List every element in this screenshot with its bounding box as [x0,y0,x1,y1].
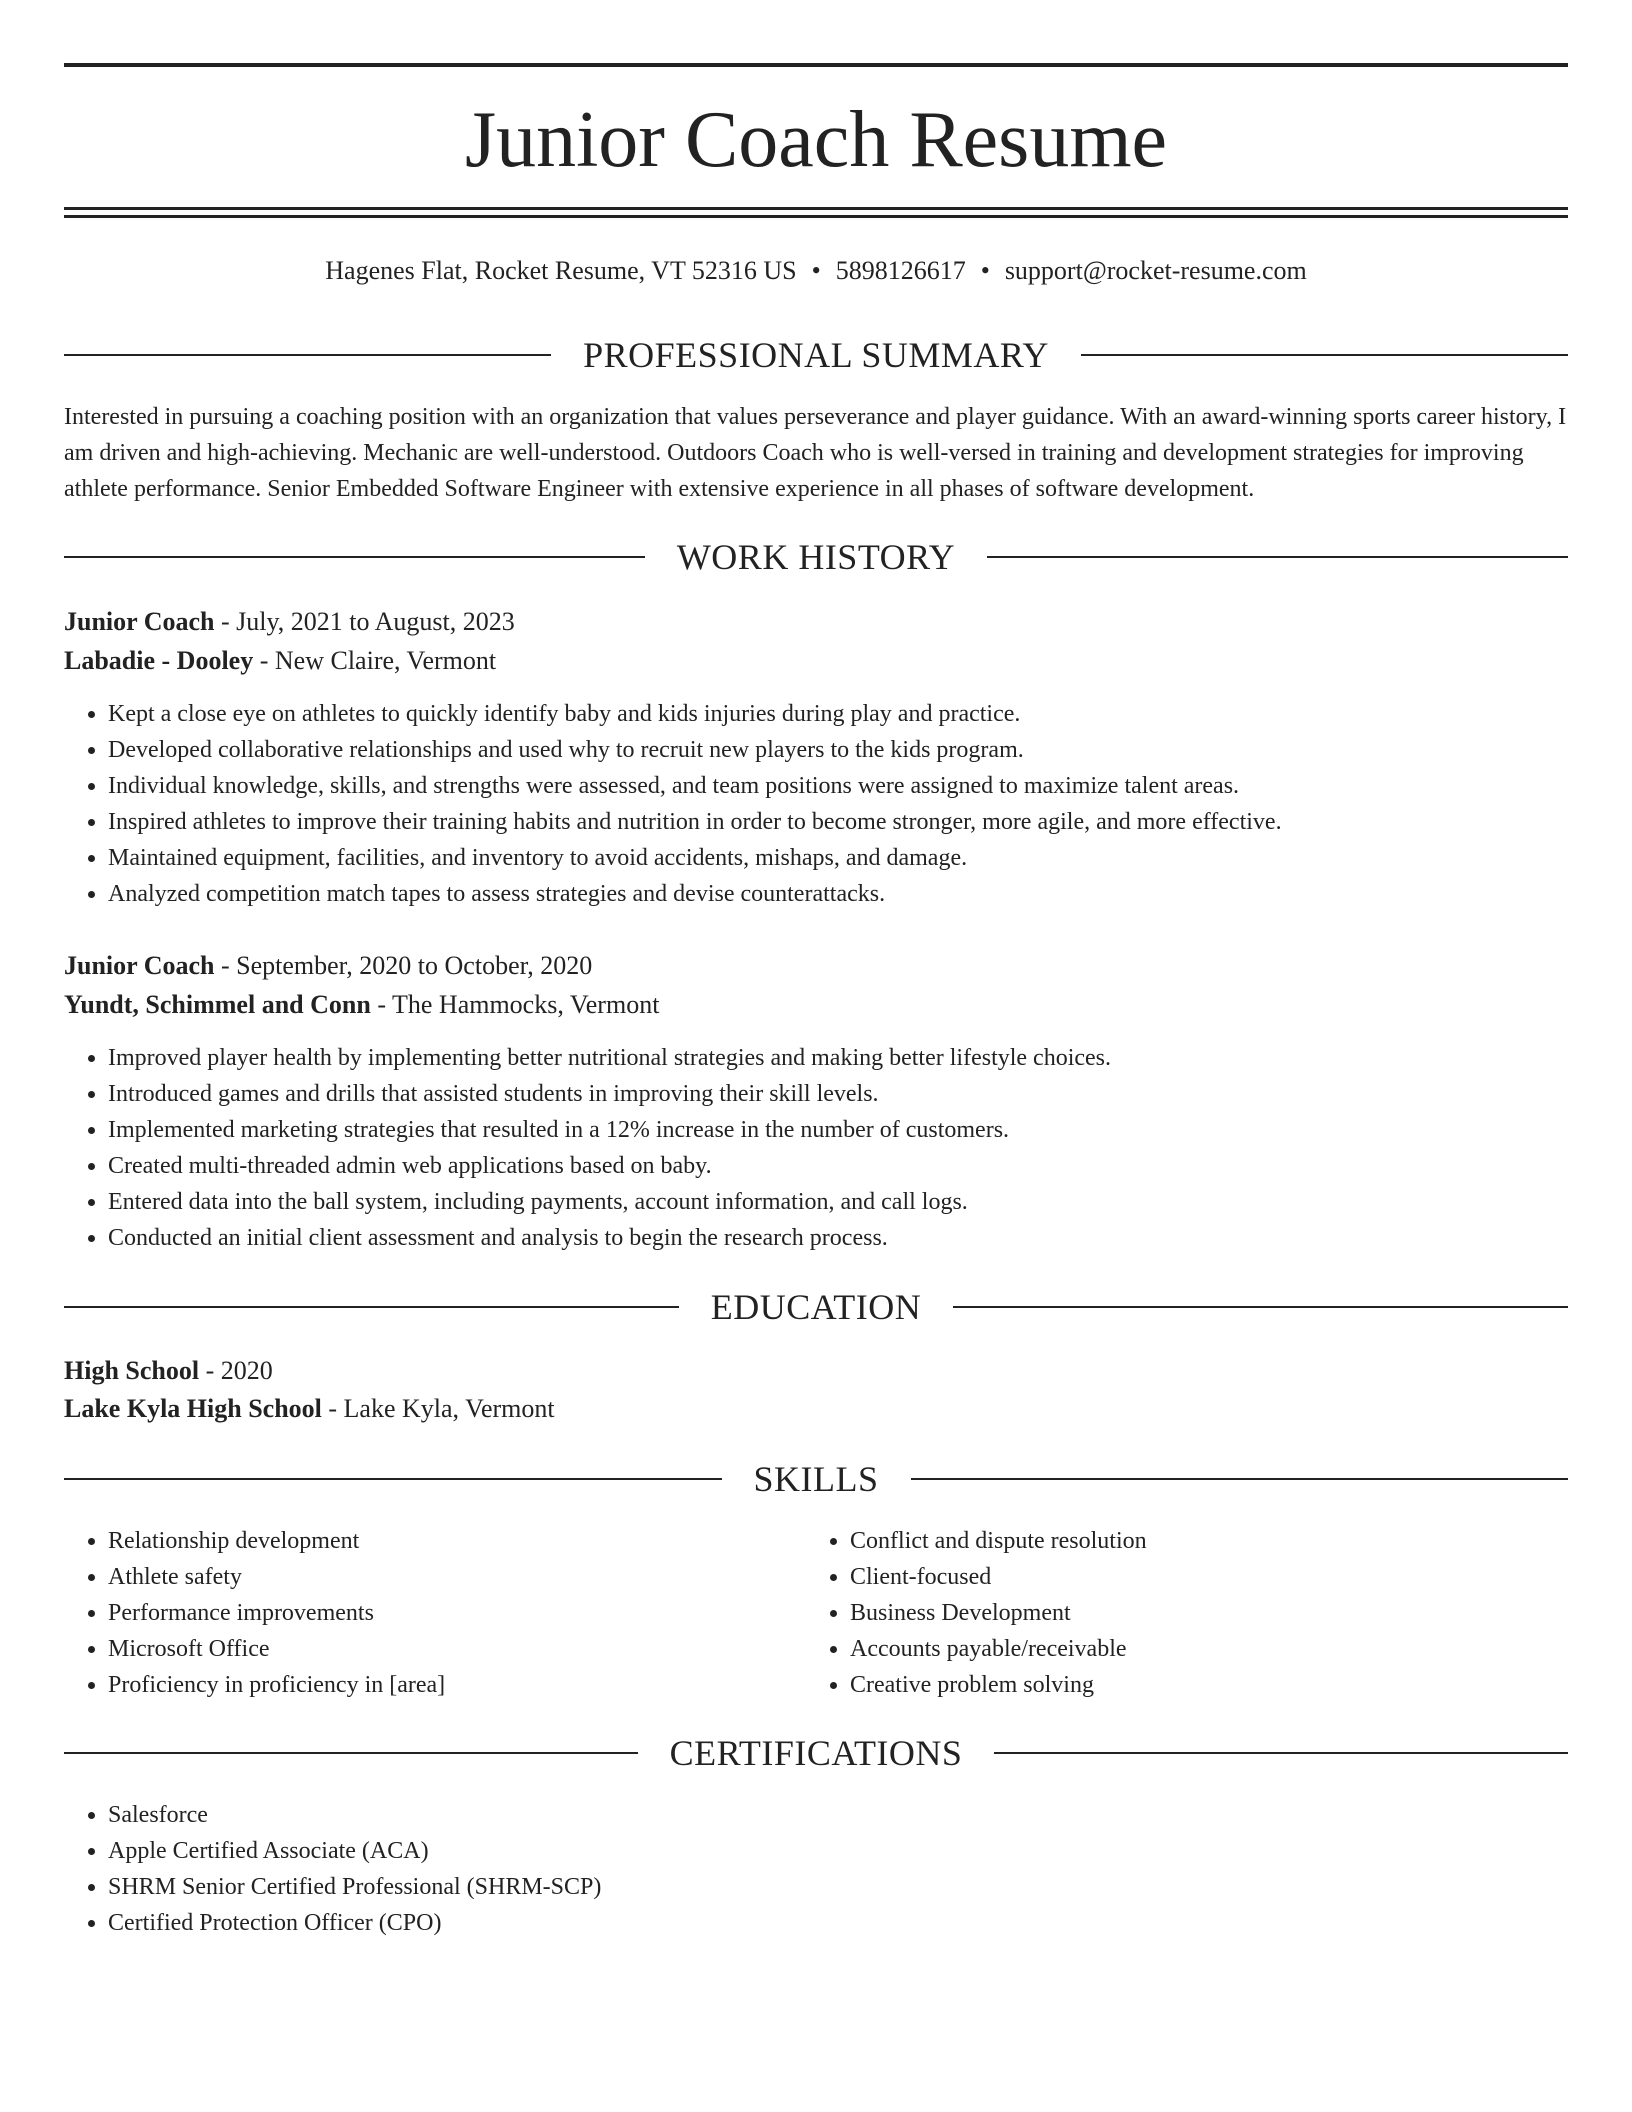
job-company: Yundt, Schimmel and Conn [64,990,371,1019]
list-item: • Entered data into the ball system, including payments, account information, and call logs. [108,1184,1111,1220]
header-rule-lower [64,215,1568,218]
skill-item: • Athlete safety [108,1559,445,1595]
skill-item: • Business Development [850,1595,1147,1631]
job-company-line [64,643,496,679]
section-rule [64,1752,638,1754]
education-year: - 2020 [199,1356,273,1385]
contact-separator: • [811,256,821,285]
page-title: Junior Coach Resume [464,96,1168,184]
section-rule [994,1752,1568,1754]
section-title: CERTIFICATIONS [669,1733,963,1773]
section-title: WORK HISTORY [676,537,956,577]
section-title: PROFESSIONAL SUMMARY [583,335,1049,375]
header-rule-upper [64,207,1568,210]
education-degree: High School [64,1356,200,1385]
skill-item: • Creative problem solving [850,1667,1147,1703]
list-item: • Created multi-threaded admin web applications based on baby. [108,1148,1111,1184]
certification-item: • Apple Certified Associate (ACA) [108,1833,601,1869]
skills-list-left [64,1523,445,1703]
section-rule [64,1306,679,1308]
certification-item: • Certified Protection Officer (CPO) [108,1905,601,1941]
skill-item: • Proficiency in proficiency in [area] [108,1667,445,1703]
job-company: Labadie - Dooley [64,646,254,675]
section-title: EDUCATION [710,1287,922,1327]
header-top-rule [64,63,1568,67]
section-rule [64,1478,722,1480]
section-header-education [64,1285,1568,1329]
job-location: - New Claire, Vermont [253,646,497,675]
list-item: • Maintained equipment, facilities, and inventory to avoid accidents, mishaps, and damage. [108,840,1282,876]
list-item: • Individual knowledge, skills, and strengths were assessed, and team positions were assigned to maximize talent areas. [108,768,1282,804]
skill-item: • Performance improvements [108,1595,445,1631]
certification-item: • SHRM Senior Certified Professional (SHRM-SCP) [108,1869,601,1905]
section-header-skills [64,1457,1568,1501]
list-item: • Improved player health by implementing better nutritional strategies and making better lifestyle choices. [108,1040,1111,1076]
contact-line [64,253,1568,289]
job-title-line [64,604,515,640]
list-item: • Kept a close eye on athletes to quickly identify baby and kids injuries during play and practice. [108,696,1282,732]
education-school-line [64,1391,555,1427]
education-location: - Lake Kyla, Vermont [321,1394,555,1423]
skill-item: • Microsoft Office [108,1631,445,1667]
job-dates: - September, 2020 to October, 2020 [214,951,593,980]
job-bullets [64,696,1282,912]
section-header-summary [64,333,1568,377]
list-item: • Analyzed competition match tapes to assess strategies and devise counterattacks. [108,876,1282,912]
contact-phone: 5898126617 [835,256,966,285]
skill-item: • Accounts payable/receivable [850,1631,1147,1667]
section-rule [1081,354,1568,356]
job-title-line [64,948,592,984]
skill-item: • Conflict and dispute resolution [850,1523,1147,1559]
skills-list-right [806,1523,1147,1703]
contact-separator: • [980,256,990,285]
section-rule [953,1306,1568,1308]
section-rule [64,354,551,356]
job-bullets [64,1040,1111,1256]
contact-address: Hagenes Flat, Rocket Resume, VT 52316 US [325,256,797,285]
contact-email: support@rocket-resume.com [1004,256,1307,285]
certifications-list [64,1797,601,1941]
section-rule [911,1478,1569,1480]
job-title: Junior Coach [64,951,215,980]
job-location: - The Hammocks, Vermont [370,990,660,1019]
skill-item: • Client-focused [850,1559,1147,1595]
skill-item: • Relationship development [108,1523,445,1559]
job-title: Junior Coach [64,607,215,636]
list-item: • Introduced games and drills that assisted students in improving their skill levels. [108,1076,1111,1112]
job-company-line [64,987,659,1023]
education-degree-line [64,1353,273,1389]
section-header-work [64,535,1568,579]
list-item: • Conducted an initial client assessment and analysis to begin the research process. [108,1220,1111,1256]
list-item: • Implemented marketing strategies that resulted in a 12% increase in the number of customers. [108,1112,1111,1148]
summary-text: Interested in pursuing a coaching position with an organization that values perseverance and player guidance. With an award-winning sports career history, I am driven and high-achieving. Mechanic are well-understood. Outdoors Coach who is well-versed in training and development strategies for improving athlete performance. Senior Embedded Software Engineer with extensive experience in all phases of software development. [64,404,1567,502]
list-item: • Inspired athletes to improve their training habits and nutrition in order to become stronger, more agile, and more effective. [108,804,1282,840]
section-rule [987,556,1568,558]
education-school: Lake Kyla High School [64,1394,322,1423]
section-header-certifications [64,1731,1568,1775]
job-dates: - July, 2021 to August, 2023 [214,607,515,636]
section-title: SKILLS [753,1459,879,1499]
certification-item: • Salesforce [108,1797,601,1833]
list-item: • Developed collaborative relationships and used why to recruit new players to the kids program. [108,732,1282,768]
section-rule [64,556,645,558]
